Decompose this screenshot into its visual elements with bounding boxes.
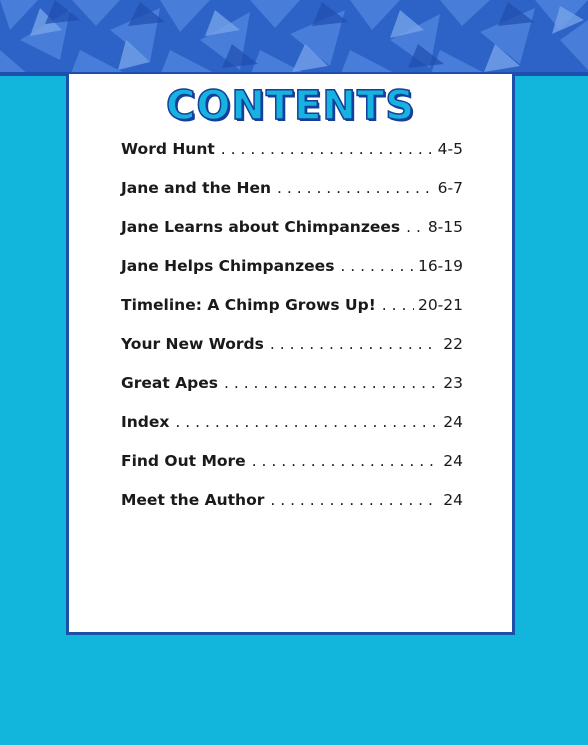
toc-entry-pages: 24 xyxy=(443,491,463,509)
decorative-header-band xyxy=(0,0,588,76)
contents-panel xyxy=(66,74,515,635)
toc-entry-title: Word Hunt xyxy=(121,140,215,158)
toc-entry-title: Index xyxy=(121,413,170,431)
toc-dot-leader xyxy=(340,257,414,275)
toc-entry-title: Great Apes xyxy=(121,374,218,392)
toc-entry-pages: 23 xyxy=(443,374,463,392)
toc-entry-title: Jane Helps Chimpanzees xyxy=(121,257,335,275)
toc-entry-meet-the-author[interactable] xyxy=(121,491,463,530)
toc-entry-great-apes[interactable] xyxy=(121,374,463,413)
toc-dot-leader xyxy=(382,296,414,314)
toc-entry-pages: 24 xyxy=(443,413,463,431)
title-wrap xyxy=(69,82,512,130)
table-of-contents xyxy=(121,140,463,530)
toc-entry-jane-helps-chimpanzees[interactable] xyxy=(121,257,463,296)
toc-entry-pages: 16-19 xyxy=(417,257,463,275)
toc-entry-jane-learns-about-chimpanzees[interactable] xyxy=(121,218,463,257)
toc-entry-your-new-words[interactable] xyxy=(121,335,463,374)
toc-entry-find-out-more[interactable] xyxy=(121,452,463,491)
toc-dot-leader xyxy=(221,140,434,158)
toc-dot-leader xyxy=(270,335,439,353)
toc-dot-leader xyxy=(175,413,439,431)
toc-entry-title: Find Out More xyxy=(121,452,246,470)
toc-dot-leader xyxy=(270,491,439,509)
toc-entry-title: Jane Learns about Chimpanzees xyxy=(121,218,401,236)
page-title: CONTENTS xyxy=(165,83,415,129)
toc-entry-title: Timeline: A Chimp Grows Up! xyxy=(121,296,376,314)
triangle-pattern xyxy=(0,0,588,76)
toc-entry-jane-and-the-hen[interactable] xyxy=(121,179,463,218)
toc-entry-pages: 6-7 xyxy=(437,179,463,197)
toc-dot-leader xyxy=(277,179,434,197)
toc-entry-word-hunt[interactable] xyxy=(121,140,463,179)
toc-dot-leader xyxy=(406,218,424,236)
toc-entry-pages: 4-5 xyxy=(437,140,463,158)
toc-entry-title: Meet the Author xyxy=(121,491,265,509)
toc-entry-pages: 8-15 xyxy=(427,218,463,236)
toc-entry-pages: 20-21 xyxy=(417,296,463,314)
toc-entry-index[interactable] xyxy=(121,413,463,452)
toc-entry-timeline[interactable] xyxy=(121,296,463,335)
toc-dot-leader xyxy=(252,452,440,470)
toc-dot-leader xyxy=(224,374,439,392)
toc-entry-pages: 22 xyxy=(443,335,463,353)
toc-entry-title: Your New Words xyxy=(121,335,264,353)
toc-entry-pages: 24 xyxy=(443,452,463,470)
toc-entry-title: Jane and the Hen xyxy=(121,179,272,197)
